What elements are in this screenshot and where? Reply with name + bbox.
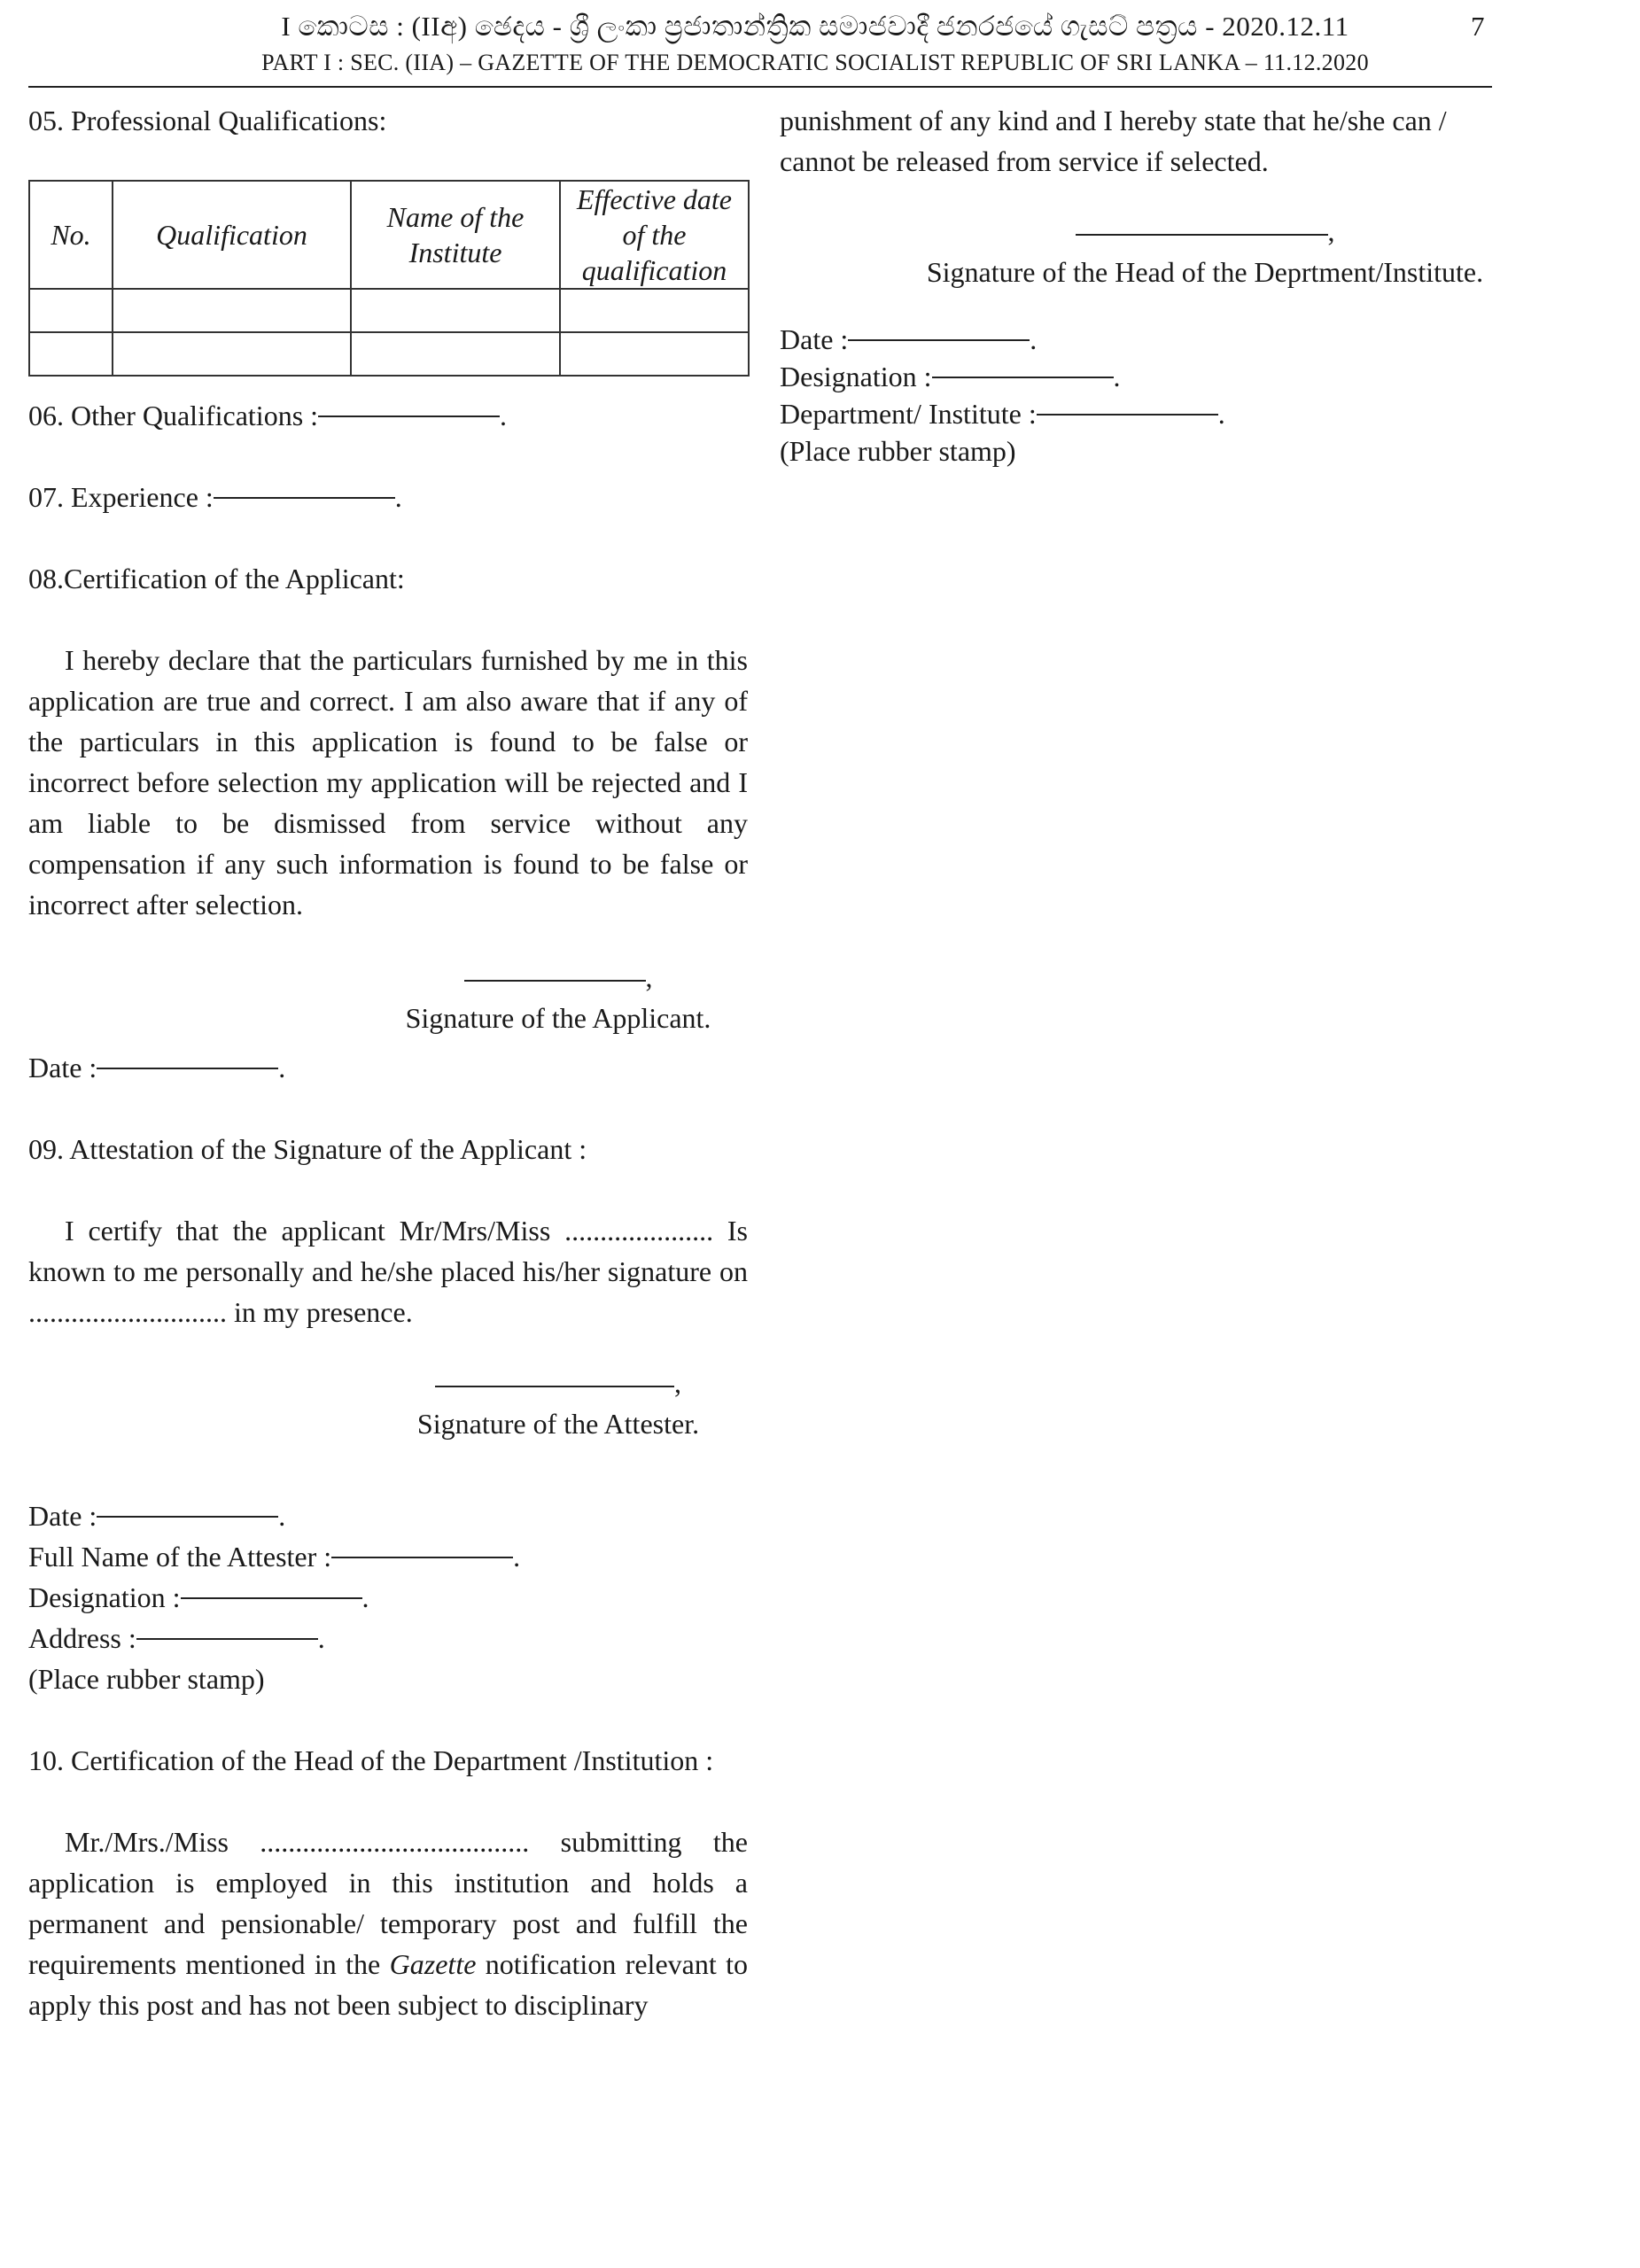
- table-cell[interactable]: [351, 289, 560, 332]
- col-header-no: No.: [29, 181, 113, 289]
- applicant-signature-line[interactable]: [464, 980, 646, 982]
- table-row: [29, 289, 749, 332]
- other-qualifications-label: 06. Other Qualifications :: [28, 400, 319, 431]
- table-cell[interactable]: [29, 289, 113, 332]
- attester-signature-line[interactable]: [435, 1386, 674, 1387]
- attester-date-label: Date :: [28, 1500, 97, 1532]
- other-qualifications-blank[interactable]: [318, 416, 500, 417]
- applicant-declaration-text: I hereby declare that the particulars furnished by me in this application are true and correct. I am also aware that if any of the particulars in this application is found to be false or incorrect before selection my application will be rejected and I am liable to be dismissed from service without any compensation if any such information is found to be false or incorrect after selection.: [28, 644, 748, 920]
- attester-signature-caption: Signature of the Attester.: [416, 1408, 700, 1440]
- applicant-date-field: Date : .: [28, 1052, 286, 1084]
- head-date-field: Date : .: [780, 323, 1038, 355]
- attester-designation-field: Designation : .: [28, 1581, 369, 1613]
- attester-designation-blank[interactable]: [181, 1597, 362, 1599]
- head-designation-blank[interactable]: [932, 377, 1114, 378]
- experience-blank[interactable]: [214, 497, 395, 499]
- attester-designation-label: Designation :: [28, 1581, 181, 1613]
- table-cell[interactable]: [351, 332, 560, 376]
- section-05-title: 05. Professional Qualifications:: [28, 105, 387, 136]
- continuation-text: punishment of any kind and I hereby state that he/she can / cannot be released from service if selected.: [780, 105, 1447, 177]
- gazette-header-sinhala: I කොටස : (IIඅ) ඡෙදය - ශ්‍රී ලංකා ප්‍රජාතාන්ත්‍රික සමාජවාදී ජනරජයේ ගැසට් පත්‍රය - 2020.12.11: [281, 11, 1349, 42]
- head-certification-text: [28, 1821, 748, 2025]
- applicant-date-label: Date :: [28, 1052, 97, 1084]
- head-signature-line[interactable]: [1076, 234, 1328, 236]
- attester-name-field: Full Name of the Attester : .: [28, 1541, 521, 1573]
- head-department-field: Department/ Institute : .: [780, 398, 1225, 430]
- gazette-header-english: PART I : SEC. (IIA) – GAZETTE OF THE DEMOCRATIC SOCIALIST REPUBLIC OF SRI LANKA – 11.12.2020: [261, 50, 1369, 75]
- table-header-row: [29, 181, 749, 289]
- col-header-institute: Name of the Institute: [351, 181, 560, 289]
- head-designation-field: Designation : .: [780, 361, 1121, 392]
- attester-stamp-note: (Place rubber stamp): [28, 1663, 265, 1695]
- qualifications-table: [28, 180, 750, 377]
- attester-name-label: Full Name of the Attester :: [28, 1541, 332, 1573]
- experience-field: 07. Experience : .: [28, 481, 402, 513]
- applicant-date-blank[interactable]: [97, 1068, 278, 1069]
- table-cell[interactable]: [560, 332, 749, 376]
- head-date-blank[interactable]: [848, 339, 1030, 341]
- head-designation-label: Designation :: [780, 361, 932, 392]
- experience-label: 07. Experience :: [28, 481, 214, 513]
- head-department-blank[interactable]: [1037, 414, 1218, 416]
- attester-date-blank[interactable]: [97, 1516, 278, 1518]
- head-department-label: Department/ Institute :: [780, 398, 1037, 430]
- other-qualifications-field: 06. Other Qualifications : .: [28, 400, 508, 431]
- table-cell[interactable]: [113, 289, 351, 332]
- head-signature-block: , Signature of the Head of the Deprtment/Institute.: [904, 211, 1506, 292]
- table-cell[interactable]: [560, 289, 749, 332]
- head-signature-caption: Signature of the Head of the Deprtment/Institute.: [926, 256, 1484, 288]
- head-stamp-note: (Place rubber stamp): [780, 435, 1016, 467]
- col-header-qualification: Qualification: [113, 181, 351, 289]
- table-cell[interactable]: [29, 332, 113, 376]
- attester-address-field: Address : .: [28, 1622, 325, 1654]
- gazette-word: Gazette: [389, 1948, 477, 1980]
- attester-signature-block: , Signature of the Attester.: [372, 1363, 744, 1444]
- attester-date-field: Date : .: [28, 1500, 286, 1532]
- col-header-effective-date: Effective date of the qualification: [560, 181, 749, 289]
- applicant-signature-block: , Signature of the Applicant.: [372, 957, 744, 1038]
- header-divider: [28, 86, 1492, 88]
- table-row: [29, 332, 749, 376]
- section-10-title: 10. Certification of the Head of the Department /Institution :: [28, 1744, 714, 1776]
- attester-address-blank[interactable]: [136, 1638, 318, 1640]
- section-09-title: 09. Attestation of the Signature of the Applicant :: [28, 1133, 587, 1165]
- applicant-signature-caption: Signature of the Applicant.: [405, 1002, 711, 1034]
- section-08-title: 08.Certification of the Applicant:: [28, 563, 405, 594]
- attester-address-label: Address :: [28, 1622, 136, 1654]
- page-number: 7: [1471, 11, 1485, 42]
- table-cell[interactable]: [113, 332, 351, 376]
- attestation-text: I certify that the applicant Mr/Mrs/Miss ..................... Is known to me personally and he/she placed his/her signature on ............................ in my presence.: [28, 1215, 748, 1328]
- attester-name-blank[interactable]: [331, 1557, 513, 1558]
- head-certification-text-part1: Mr./Mrs./Miss ...................................... submitting the application is employed in this institution and holds a permanent and pensionable/ temporary post and fulfill the requirements mentioned in the: [28, 1826, 748, 1980]
- head-certification-text-part2: notification relevant to apply this post and has not been subject to disciplinary: [28, 1948, 749, 2021]
- head-date-label: Date :: [780, 323, 849, 355]
